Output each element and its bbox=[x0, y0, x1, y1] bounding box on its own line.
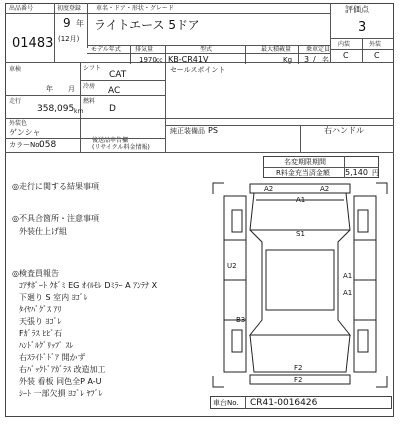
fuel: D bbox=[109, 104, 116, 114]
trade-label: 後送品申告欄 bbox=[92, 137, 129, 144]
load-label: 最大積載量 bbox=[261, 46, 292, 53]
diagram-mark: U2 bbox=[227, 262, 237, 270]
score: 3 bbox=[358, 20, 367, 35]
color-no-label: カラーNo. bbox=[9, 141, 42, 149]
name-label: 車名・ドア・形状・グレード bbox=[96, 5, 174, 12]
section-inspector-title: ◎検査員報告 bbox=[12, 269, 59, 278]
lot-no: 01483 bbox=[12, 36, 54, 51]
interior-label: 内装 bbox=[338, 41, 351, 48]
reg-year: 9 bbox=[63, 16, 71, 30]
inspector-line: 天張り ﾖｺﾞﾚ bbox=[19, 317, 62, 326]
ac-label: 冷房 bbox=[83, 83, 96, 90]
shift: CAT bbox=[109, 70, 127, 80]
ac: AC bbox=[108, 86, 121, 96]
inspection-label: 車検 bbox=[9, 66, 22, 73]
equip-label: 純正装備品 bbox=[170, 127, 205, 135]
model-year-label: モデル年式 bbox=[91, 46, 121, 53]
inspection-year: 年 bbox=[46, 85, 53, 93]
ext-color: ゲンシャ bbox=[9, 128, 41, 137]
mileage-unit: km bbox=[74, 108, 84, 115]
lot-no-label: 出品番号 bbox=[9, 5, 34, 12]
exterior-label: 外装 bbox=[369, 41, 382, 48]
diagram-mark: A1 bbox=[296, 196, 306, 204]
sales-point-label: セールスポイント bbox=[170, 66, 226, 74]
diagram-mark: A1 bbox=[343, 272, 353, 280]
diagram-mark: F2 bbox=[294, 376, 303, 384]
diagram-mark: A1 bbox=[343, 289, 353, 297]
capacity-unit: 名 bbox=[322, 56, 329, 64]
interior-grade: C bbox=[343, 51, 349, 60]
diagram-mark: S1 bbox=[296, 230, 305, 238]
section-driving-title: ◎走行に関する結果事項 bbox=[12, 182, 99, 191]
diagram-mark: A2 bbox=[264, 185, 274, 193]
fee-unit: 円 bbox=[372, 169, 379, 177]
car-damage-diagram bbox=[210, 180, 390, 390]
inspector-line: ｼｰﾄ 一部欠損 ﾖｺﾞﾚ ﾔﾌﾞﾚ bbox=[19, 389, 103, 398]
car-name: ライトエース 5ドア bbox=[94, 18, 200, 32]
section-defects-line: 外装仕上げ組 bbox=[19, 227, 67, 236]
fee-label: R料金充当済金額 bbox=[276, 169, 330, 177]
exterior-grade: C bbox=[374, 51, 380, 60]
diagram-mark: B3 bbox=[236, 316, 246, 324]
model-type-label: 型式 bbox=[200, 46, 213, 53]
score-label: 評価点 bbox=[345, 5, 369, 14]
diagram-mark: A2 bbox=[320, 185, 330, 193]
mileage-label: 走行 bbox=[9, 98, 22, 105]
mileage: 358,095 bbox=[37, 104, 75, 114]
inspector-line: 右ｽﾗｲﾄﾞﾄﾞｱ 開かず bbox=[19, 353, 86, 362]
steering: 右ハンドル bbox=[324, 126, 364, 135]
inspector-line: ﾊﾝﾄﾞﾙｸﾞﾘｯﾌﾟ ｽﾚ bbox=[19, 341, 74, 350]
inspector-line: 外装 看板 同色全P A-U bbox=[19, 377, 102, 386]
inspector-line: 下廻り S 室内 ﾖｺﾞﾚ bbox=[19, 293, 88, 302]
expiry-label: 名変期限期間 bbox=[284, 158, 326, 166]
displacement: 1970 bbox=[139, 56, 157, 64]
ext-color-label: 外装色 bbox=[9, 120, 28, 127]
displacement-label: 排気量 bbox=[135, 46, 154, 53]
capacity-label: 乗車定員 bbox=[306, 46, 331, 53]
inspection-month: 月 bbox=[68, 85, 75, 93]
color-no: 058 bbox=[39, 140, 57, 150]
inspector-line: ｺｱｻﾎﾟｰﾄ ｸﾎﾞﾐ EG ｵｲﾙﾓﾚ Dﾐﾗｰ A ｱﾝﾃﾅ X bbox=[19, 281, 158, 290]
capacity-sep: / bbox=[313, 55, 316, 64]
reg-year-unit: 年 bbox=[76, 19, 84, 28]
displacement-unit: cc bbox=[156, 57, 163, 64]
fee: 5,140 bbox=[345, 168, 368, 177]
body-no-label: 車台No. bbox=[213, 399, 239, 407]
diagram-mark: F2 bbox=[294, 364, 303, 372]
equip: PS bbox=[208, 126, 218, 135]
trade-sub: (リサイクル料金情報) bbox=[92, 144, 150, 151]
body-no: CR41-0016426 bbox=[250, 398, 318, 408]
section-defects-title: ◎不具合箇所・注意事項 bbox=[12, 214, 99, 223]
reg-label: 初度登録 bbox=[57, 5, 82, 12]
capacity: 3 bbox=[304, 55, 310, 64]
fuel-label: 燃料 bbox=[83, 98, 96, 105]
inspector-line: 右ﾊﾞｯｸﾄﾞｱｶﾞﾗｽ 改造加工 bbox=[19, 365, 106, 374]
load-unit: Kg bbox=[283, 56, 293, 64]
inspector-line: Fｶﾞﾗｽ ﾋﾋﾞ石 bbox=[19, 329, 63, 338]
reg-month: (12月) bbox=[58, 35, 80, 43]
inspector-line: ﾀｲﾔﾊﾞｸﾞｽ ｱﾘ bbox=[19, 305, 62, 314]
shift-label: シフト bbox=[83, 65, 102, 72]
model-type: KB-CR41V bbox=[168, 55, 209, 64]
